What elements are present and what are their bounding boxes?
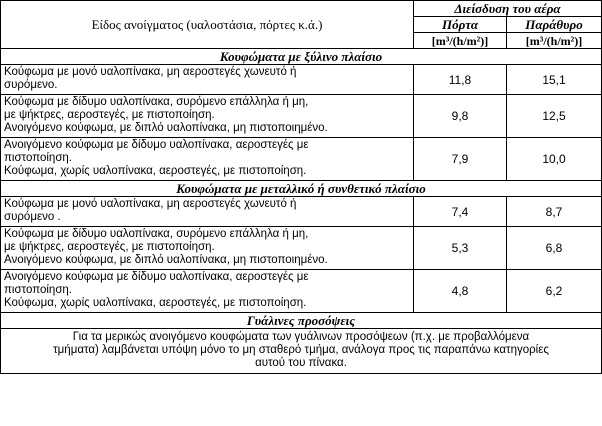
description-line: Κούφωμα, χωρίς υαλοπίνακα, αεροστεγές, με πιστοποίηση.	[4, 165, 307, 177]
table-row	[1, 65, 602, 95]
door-value: 7,4	[414, 197, 507, 227]
description-line: συρόμενο .	[4, 211, 61, 223]
opening-description	[1, 227, 414, 270]
window-value: 10,0	[507, 138, 602, 181]
window-value: 6,8	[507, 227, 602, 270]
section-row	[1, 313, 602, 329]
opening-description	[1, 138, 414, 181]
description-line: Ανοιγόμενο κούφωμα με δίδυμο υαλοπίνακα, αεροστεγές με	[4, 271, 309, 283]
description-line: πιστοποίηση.	[4, 284, 73, 296]
section-title: Κουφώματα με μεταλλικό ή συνθετικό πλαίσιο	[1, 181, 602, 197]
description-line: Ανοιγόμενο κούφωμα με δίδυμο υαλοπίνακα, αεροστεγές με	[4, 139, 309, 151]
description-line: Ανοιγόμενο κούφωμα, με διπλό υαλοπίνακα, μη πιστοποιημένο.	[4, 254, 328, 266]
window-value: 15,1	[507, 65, 602, 95]
window-unit: [m³/(h/m²)]	[507, 33, 602, 49]
door-value: 7,9	[414, 138, 507, 181]
glass-facades-note	[1, 329, 602, 374]
description-line: Κούφωμα, χωρίς υαλοπίνακα, αεροστεγές, με πιστοποίηση.	[4, 297, 307, 309]
description-line: Κούφωμα με δίδυμο υαλοπίνακα, συρόμενο επάλληλα ή μη,	[4, 228, 309, 240]
air-infiltration-header: Διείσδυση του αέρα	[414, 1, 602, 17]
door-value: 5,3	[414, 227, 507, 270]
window-value: 12,5	[507, 95, 602, 138]
description-line: Κούφωμα με μονό υαλοπίνακα, μη αεροστεγές χωνευτό ή	[4, 66, 297, 78]
header-row-1	[1, 1, 602, 17]
window-value: 8,7	[507, 197, 602, 227]
opening-type-header: Είδος ανοίγματος (υαλοστάσια, πόρτες κ.ά.)	[1, 1, 414, 49]
description-line: με ψήκτρες, αεροστεγές, με πιστοποίηση.	[4, 241, 215, 253]
note-line: τμήματα) λαμβάνεται υπόψη μόνο το μη σταθερό τμήμα, ανάλογα προς τις παραπάνω κατηγορίες	[53, 344, 549, 356]
door-header: Πόρτα	[414, 17, 507, 33]
table-row	[1, 197, 602, 227]
section-row	[1, 49, 602, 65]
description-line: Κούφωμα με δίδυμο υαλοπίνακα, συρόμενο επάλληλα ή μη,	[4, 96, 309, 108]
opening-description	[1, 270, 414, 313]
table-row	[1, 227, 602, 270]
note-row	[1, 329, 602, 374]
description-line: πιστοποίηση.	[4, 152, 73, 164]
table-row	[1, 95, 602, 138]
note-line: Για τα μερικώς ανοιγόμενο κουφώματα των γυάλινων προσόψεων (π.χ. με προβαλλόμενα	[72, 331, 530, 343]
description-line: Κούφωμα με μονό υαλοπίνακα, μη αεροστεγές χωνευτό ή	[4, 198, 297, 210]
door-value: 9,8	[414, 95, 507, 138]
door-unit: [m³/(h/m²)]	[414, 33, 507, 49]
table-body	[1, 1, 602, 374]
opening-description	[1, 197, 414, 227]
door-value: 11,8	[414, 65, 507, 95]
section-title: Γυάλινες προσόψεις	[1, 313, 602, 329]
opening-description	[1, 95, 414, 138]
window-value: 6,2	[507, 270, 602, 313]
opening-description	[1, 65, 414, 95]
table-row	[1, 138, 602, 181]
door-value: 4,8	[414, 270, 507, 313]
note-line: αυτού του πίνακα.	[255, 357, 347, 369]
section-row	[1, 181, 602, 197]
table-row	[1, 270, 602, 313]
section-title: Κουφώματα με ξύλινο πλαίσιο	[1, 49, 602, 65]
description-line: συρόμενο.	[4, 79, 58, 91]
description-line: με ψήκτρες, αεροστεγές, με πιστοποίηση.	[4, 109, 215, 121]
description-line: Ανοιγόμενο κούφωμα, με διπλό υαλοπίνακα, μη πιστοποιημένο.	[4, 122, 328, 134]
window-header: Παράθυρο	[507, 17, 602, 33]
